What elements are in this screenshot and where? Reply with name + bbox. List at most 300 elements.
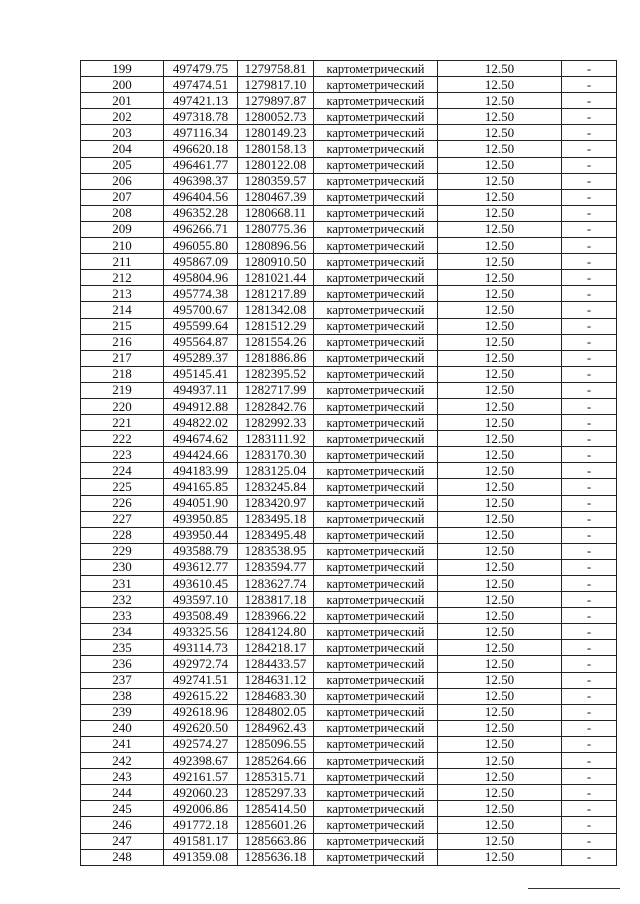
coord-y-cell: 1283170.30 bbox=[238, 447, 314, 463]
point-number-cell: 207 bbox=[81, 189, 164, 205]
coord-x-cell: 492161.57 bbox=[164, 769, 238, 785]
description-cell: - bbox=[562, 302, 617, 318]
coord-y-cell: 1284802.05 bbox=[238, 704, 314, 720]
method-cell: картометрический bbox=[314, 769, 438, 785]
coord-y-cell: 1285297.33 bbox=[238, 785, 314, 801]
precision-cell: 12.50 bbox=[438, 849, 562, 865]
coordinates-table bbox=[80, 60, 617, 866]
point-number-cell: 209 bbox=[81, 221, 164, 237]
coord-y-cell: 1284124.80 bbox=[238, 624, 314, 640]
coord-x-cell: 497479.75 bbox=[164, 61, 238, 77]
method-cell: картометрический bbox=[314, 447, 438, 463]
coord-x-cell: 492006.86 bbox=[164, 801, 238, 817]
coord-x-cell: 497116.34 bbox=[164, 125, 238, 141]
point-number-cell: 228 bbox=[81, 527, 164, 543]
coord-y-cell: 1285315.71 bbox=[238, 769, 314, 785]
point-number-cell: 233 bbox=[81, 608, 164, 624]
coord-y-cell: 1281886.86 bbox=[238, 350, 314, 366]
description-cell: - bbox=[562, 576, 617, 592]
method-cell: картометрический bbox=[314, 205, 438, 221]
table-row bbox=[81, 302, 617, 318]
coord-x-cell: 495700.67 bbox=[164, 302, 238, 318]
method-cell: картометрический bbox=[314, 785, 438, 801]
table-row bbox=[81, 93, 617, 109]
coord-y-cell: 1283125.04 bbox=[238, 463, 314, 479]
method-cell: картометрический bbox=[314, 624, 438, 640]
method-cell: картометрический bbox=[314, 672, 438, 688]
coord-x-cell: 492574.27 bbox=[164, 736, 238, 752]
coord-x-cell: 492615.22 bbox=[164, 688, 238, 704]
table-row bbox=[81, 559, 617, 575]
description-cell: - bbox=[562, 720, 617, 736]
method-cell: картометрический bbox=[314, 640, 438, 656]
method-cell: картометрический bbox=[314, 704, 438, 720]
coord-x-cell: 496620.18 bbox=[164, 141, 238, 157]
point-number-cell: 246 bbox=[81, 817, 164, 833]
table-row bbox=[81, 141, 617, 157]
point-number-cell: 234 bbox=[81, 624, 164, 640]
method-cell: картометрический bbox=[314, 93, 438, 109]
coord-x-cell: 496352.28 bbox=[164, 205, 238, 221]
point-number-cell: 210 bbox=[81, 238, 164, 254]
table-row bbox=[81, 238, 617, 254]
point-number-cell: 235 bbox=[81, 640, 164, 656]
point-number-cell: 218 bbox=[81, 366, 164, 382]
precision-cell: 12.50 bbox=[438, 817, 562, 833]
table-row bbox=[81, 254, 617, 270]
coord-x-cell: 497421.13 bbox=[164, 93, 238, 109]
description-cell: - bbox=[562, 624, 617, 640]
point-number-cell: 238 bbox=[81, 688, 164, 704]
method-cell: картометрический bbox=[314, 849, 438, 865]
coordinates-table-body bbox=[81, 61, 617, 866]
coord-y-cell: 1282842.76 bbox=[238, 398, 314, 414]
point-number-cell: 220 bbox=[81, 398, 164, 414]
coord-y-cell: 1280052.73 bbox=[238, 109, 314, 125]
point-number-cell: 229 bbox=[81, 543, 164, 559]
coord-y-cell: 1283966.22 bbox=[238, 608, 314, 624]
precision-cell: 12.50 bbox=[438, 688, 562, 704]
point-number-cell: 205 bbox=[81, 157, 164, 173]
precision-cell: 12.50 bbox=[438, 736, 562, 752]
point-number-cell: 225 bbox=[81, 479, 164, 495]
coord-x-cell: 493114.73 bbox=[164, 640, 238, 656]
method-cell: картометрический bbox=[314, 189, 438, 205]
point-number-cell: 241 bbox=[81, 736, 164, 752]
table-row bbox=[81, 431, 617, 447]
table-row bbox=[81, 366, 617, 382]
method-cell: картометрический bbox=[314, 157, 438, 173]
coord-x-cell: 492972.74 bbox=[164, 656, 238, 672]
precision-cell: 12.50 bbox=[438, 801, 562, 817]
point-number-cell: 226 bbox=[81, 495, 164, 511]
description-cell: - bbox=[562, 817, 617, 833]
coord-x-cell: 495867.09 bbox=[164, 254, 238, 270]
coord-x-cell: 493588.79 bbox=[164, 543, 238, 559]
description-cell: - bbox=[562, 801, 617, 817]
coord-x-cell: 496055.80 bbox=[164, 238, 238, 254]
point-number-cell: 203 bbox=[81, 125, 164, 141]
point-number-cell: 202 bbox=[81, 109, 164, 125]
point-number-cell: 214 bbox=[81, 302, 164, 318]
point-number-cell: 232 bbox=[81, 592, 164, 608]
table-row bbox=[81, 495, 617, 511]
precision-cell: 12.50 bbox=[438, 350, 562, 366]
point-number-cell: 219 bbox=[81, 382, 164, 398]
coord-x-cell: 493950.85 bbox=[164, 511, 238, 527]
coord-y-cell: 1281021.44 bbox=[238, 270, 314, 286]
precision-cell: 12.50 bbox=[438, 592, 562, 608]
table-row bbox=[81, 334, 617, 350]
description-cell: - bbox=[562, 238, 617, 254]
coord-x-cell: 494424.66 bbox=[164, 447, 238, 463]
coord-y-cell: 1282992.33 bbox=[238, 415, 314, 431]
coord-y-cell: 1285096.55 bbox=[238, 736, 314, 752]
description-cell: - bbox=[562, 543, 617, 559]
coord-y-cell: 1283420.97 bbox=[238, 495, 314, 511]
table-row bbox=[81, 753, 617, 769]
coord-x-cell: 493597.10 bbox=[164, 592, 238, 608]
description-cell: - bbox=[562, 511, 617, 527]
description-cell: - bbox=[562, 640, 617, 656]
description-cell: - bbox=[562, 608, 617, 624]
coord-y-cell: 1283594.77 bbox=[238, 559, 314, 575]
coord-y-cell: 1284962.43 bbox=[238, 720, 314, 736]
precision-cell: 12.50 bbox=[438, 221, 562, 237]
precision-cell: 12.50 bbox=[438, 270, 562, 286]
table-row bbox=[81, 270, 617, 286]
table-row bbox=[81, 398, 617, 414]
description-cell: - bbox=[562, 833, 617, 849]
coord-y-cell: 1280359.57 bbox=[238, 173, 314, 189]
method-cell: картометрический bbox=[314, 479, 438, 495]
precision-cell: 12.50 bbox=[438, 109, 562, 125]
description-cell: - bbox=[562, 463, 617, 479]
precision-cell: 12.50 bbox=[438, 318, 562, 334]
description-cell: - bbox=[562, 318, 617, 334]
description-cell: - bbox=[562, 398, 617, 414]
coord-y-cell: 1280467.39 bbox=[238, 189, 314, 205]
method-cell: картометрический bbox=[314, 398, 438, 414]
precision-cell: 12.50 bbox=[438, 415, 562, 431]
method-cell: картометрический bbox=[314, 318, 438, 334]
coord-y-cell: 1283495.48 bbox=[238, 527, 314, 543]
method-cell: картометрический bbox=[314, 238, 438, 254]
table-row bbox=[81, 125, 617, 141]
point-number-cell: 206 bbox=[81, 173, 164, 189]
coord-y-cell: 1282717.99 bbox=[238, 382, 314, 398]
point-number-cell: 215 bbox=[81, 318, 164, 334]
description-cell: - bbox=[562, 736, 617, 752]
coord-x-cell: 494051.90 bbox=[164, 495, 238, 511]
description-cell: - bbox=[562, 141, 617, 157]
coord-y-cell: 1280122.08 bbox=[238, 157, 314, 173]
table-row bbox=[81, 736, 617, 752]
precision-cell: 12.50 bbox=[438, 672, 562, 688]
point-number-cell: 242 bbox=[81, 753, 164, 769]
coord-x-cell: 496266.71 bbox=[164, 221, 238, 237]
table-row bbox=[81, 576, 617, 592]
method-cell: картометрический bbox=[314, 366, 438, 382]
description-cell: - bbox=[562, 157, 617, 173]
table-row bbox=[81, 447, 617, 463]
point-number-cell: 230 bbox=[81, 559, 164, 575]
precision-cell: 12.50 bbox=[438, 77, 562, 93]
coord-y-cell: 1285264.66 bbox=[238, 753, 314, 769]
precision-cell: 12.50 bbox=[438, 527, 562, 543]
description-cell: - bbox=[562, 415, 617, 431]
table-row bbox=[81, 318, 617, 334]
precision-cell: 12.50 bbox=[438, 254, 562, 270]
coord-y-cell: 1280896.56 bbox=[238, 238, 314, 254]
coord-y-cell: 1282395.52 bbox=[238, 366, 314, 382]
coord-y-cell: 1283111.92 bbox=[238, 431, 314, 447]
precision-cell: 12.50 bbox=[438, 398, 562, 414]
description-cell: - bbox=[562, 61, 617, 77]
coord-x-cell: 496404.56 bbox=[164, 189, 238, 205]
coord-x-cell: 495564.87 bbox=[164, 334, 238, 350]
method-cell: картометрический bbox=[314, 592, 438, 608]
precision-cell: 12.50 bbox=[438, 769, 562, 785]
table-row bbox=[81, 801, 617, 817]
coord-x-cell: 494822.02 bbox=[164, 415, 238, 431]
description-cell: - bbox=[562, 753, 617, 769]
point-number-cell: 247 bbox=[81, 833, 164, 849]
table-row bbox=[81, 608, 617, 624]
coord-x-cell: 494674.62 bbox=[164, 431, 238, 447]
description-cell: - bbox=[562, 527, 617, 543]
table-row bbox=[81, 350, 617, 366]
precision-cell: 12.50 bbox=[438, 157, 562, 173]
point-number-cell: 243 bbox=[81, 769, 164, 785]
precision-cell: 12.50 bbox=[438, 495, 562, 511]
table-row bbox=[81, 720, 617, 736]
precision-cell: 12.50 bbox=[438, 511, 562, 527]
point-number-cell: 244 bbox=[81, 785, 164, 801]
coord-y-cell: 1280668.11 bbox=[238, 205, 314, 221]
precision-cell: 12.50 bbox=[438, 576, 562, 592]
coord-y-cell: 1283495.18 bbox=[238, 511, 314, 527]
coord-y-cell: 1284683.30 bbox=[238, 688, 314, 704]
coord-x-cell: 496398.37 bbox=[164, 173, 238, 189]
point-number-cell: 211 bbox=[81, 254, 164, 270]
method-cell: картометрический bbox=[314, 221, 438, 237]
coord-x-cell: 493508.49 bbox=[164, 608, 238, 624]
table-row bbox=[81, 833, 617, 849]
description-cell: - bbox=[562, 656, 617, 672]
table-row bbox=[81, 527, 617, 543]
table-row bbox=[81, 286, 617, 302]
description-cell: - bbox=[562, 704, 617, 720]
method-cell: картометрический bbox=[314, 801, 438, 817]
description-cell: - bbox=[562, 495, 617, 511]
method-cell: картометрический bbox=[314, 61, 438, 77]
coord-x-cell: 492741.51 bbox=[164, 672, 238, 688]
precision-cell: 12.50 bbox=[438, 205, 562, 221]
point-number-cell: 237 bbox=[81, 672, 164, 688]
table-row bbox=[81, 61, 617, 77]
point-number-cell: 204 bbox=[81, 141, 164, 157]
precision-cell: 12.50 bbox=[438, 141, 562, 157]
coord-y-cell: 1283538.95 bbox=[238, 543, 314, 559]
description-cell: - bbox=[562, 93, 617, 109]
precision-cell: 12.50 bbox=[438, 238, 562, 254]
description-cell: - bbox=[562, 672, 617, 688]
description-cell: - bbox=[562, 447, 617, 463]
point-number-cell: 216 bbox=[81, 334, 164, 350]
precision-cell: 12.50 bbox=[438, 366, 562, 382]
method-cell: картометрический bbox=[314, 736, 438, 752]
coord-x-cell: 493610.45 bbox=[164, 576, 238, 592]
coordinates-table-container bbox=[80, 60, 616, 866]
coord-x-cell: 492060.23 bbox=[164, 785, 238, 801]
table-row bbox=[81, 785, 617, 801]
description-cell: - bbox=[562, 688, 617, 704]
method-cell: картометрический bbox=[314, 270, 438, 286]
point-number-cell: 222 bbox=[81, 431, 164, 447]
table-row bbox=[81, 672, 617, 688]
description-cell: - bbox=[562, 286, 617, 302]
table-row bbox=[81, 77, 617, 93]
coord-y-cell: 1284218.17 bbox=[238, 640, 314, 656]
table-row bbox=[81, 189, 617, 205]
coord-y-cell: 1281512.29 bbox=[238, 318, 314, 334]
coord-y-cell: 1284433.57 bbox=[238, 656, 314, 672]
coord-x-cell: 495289.37 bbox=[164, 350, 238, 366]
coord-y-cell: 1279817.10 bbox=[238, 77, 314, 93]
description-cell: - bbox=[562, 77, 617, 93]
coord-y-cell: 1284631.12 bbox=[238, 672, 314, 688]
precision-cell: 12.50 bbox=[438, 463, 562, 479]
description-cell: - bbox=[562, 592, 617, 608]
point-number-cell: 221 bbox=[81, 415, 164, 431]
table-row bbox=[81, 511, 617, 527]
point-number-cell: 227 bbox=[81, 511, 164, 527]
coord-x-cell: 493950.44 bbox=[164, 527, 238, 543]
table-row bbox=[81, 479, 617, 495]
table-row bbox=[81, 688, 617, 704]
method-cell: картометрический bbox=[314, 656, 438, 672]
table-row bbox=[81, 817, 617, 833]
precision-cell: 12.50 bbox=[438, 447, 562, 463]
point-number-cell: 248 bbox=[81, 849, 164, 865]
point-number-cell: 223 bbox=[81, 447, 164, 463]
precision-cell: 12.50 bbox=[438, 431, 562, 447]
description-cell: - bbox=[562, 785, 617, 801]
coord-x-cell: 497474.51 bbox=[164, 77, 238, 93]
method-cell: картометрический bbox=[314, 817, 438, 833]
method-cell: картометрический bbox=[314, 109, 438, 125]
precision-cell: 12.50 bbox=[438, 173, 562, 189]
precision-cell: 12.50 bbox=[438, 302, 562, 318]
description-cell: - bbox=[562, 270, 617, 286]
method-cell: картометрический bbox=[314, 559, 438, 575]
point-number-cell: 239 bbox=[81, 704, 164, 720]
description-cell: - bbox=[562, 366, 617, 382]
point-number-cell: 212 bbox=[81, 270, 164, 286]
coord-y-cell: 1285663.86 bbox=[238, 833, 314, 849]
coord-x-cell: 494165.85 bbox=[164, 479, 238, 495]
coord-y-cell: 1283817.18 bbox=[238, 592, 314, 608]
coord-x-cell: 497318.78 bbox=[164, 109, 238, 125]
precision-cell: 12.50 bbox=[438, 334, 562, 350]
coord-y-cell: 1279758.81 bbox=[238, 61, 314, 77]
description-cell: - bbox=[562, 849, 617, 865]
point-number-cell: 224 bbox=[81, 463, 164, 479]
point-number-cell: 208 bbox=[81, 205, 164, 221]
description-cell: - bbox=[562, 205, 617, 221]
description-cell: - bbox=[562, 350, 617, 366]
coord-y-cell: 1283245.84 bbox=[238, 479, 314, 495]
description-cell: - bbox=[562, 189, 617, 205]
coord-y-cell: 1280910.50 bbox=[238, 254, 314, 270]
table-row bbox=[81, 109, 617, 125]
table-row bbox=[81, 656, 617, 672]
method-cell: картометрический bbox=[314, 720, 438, 736]
coord-x-cell: 492620.50 bbox=[164, 720, 238, 736]
precision-cell: 12.50 bbox=[438, 753, 562, 769]
table-row bbox=[81, 205, 617, 221]
coord-y-cell: 1280158.13 bbox=[238, 141, 314, 157]
table-row bbox=[81, 769, 617, 785]
coord-x-cell: 491359.08 bbox=[164, 849, 238, 865]
description-cell: - bbox=[562, 125, 617, 141]
description-cell: - bbox=[562, 769, 617, 785]
table-row bbox=[81, 173, 617, 189]
precision-cell: 12.50 bbox=[438, 656, 562, 672]
table-row bbox=[81, 592, 617, 608]
precision-cell: 12.50 bbox=[438, 720, 562, 736]
method-cell: картометрический bbox=[314, 511, 438, 527]
coord-x-cell: 494912.88 bbox=[164, 398, 238, 414]
coord-y-cell: 1280149.23 bbox=[238, 125, 314, 141]
coord-y-cell: 1285601.26 bbox=[238, 817, 314, 833]
precision-cell: 12.50 bbox=[438, 286, 562, 302]
description-cell: - bbox=[562, 479, 617, 495]
method-cell: картометрический bbox=[314, 576, 438, 592]
table-row bbox=[81, 382, 617, 398]
table-row bbox=[81, 849, 617, 865]
description-cell: - bbox=[562, 559, 617, 575]
coord-y-cell: 1280775.36 bbox=[238, 221, 314, 237]
method-cell: картометрический bbox=[314, 334, 438, 350]
coord-y-cell: 1285636.18 bbox=[238, 849, 314, 865]
coord-y-cell: 1285414.50 bbox=[238, 801, 314, 817]
table-row bbox=[81, 704, 617, 720]
method-cell: картометрический bbox=[314, 463, 438, 479]
point-number-cell: 231 bbox=[81, 576, 164, 592]
method-cell: картометрический bbox=[314, 125, 438, 141]
point-number-cell: 199 bbox=[81, 61, 164, 77]
precision-cell: 12.50 bbox=[438, 382, 562, 398]
precision-cell: 12.50 bbox=[438, 833, 562, 849]
coord-x-cell: 495145.41 bbox=[164, 366, 238, 382]
point-number-cell: 236 bbox=[81, 656, 164, 672]
method-cell: картометрический bbox=[314, 77, 438, 93]
coord-x-cell: 494183.99 bbox=[164, 463, 238, 479]
method-cell: картометрический bbox=[314, 141, 438, 157]
coord-y-cell: 1283627.74 bbox=[238, 576, 314, 592]
precision-cell: 12.50 bbox=[438, 559, 562, 575]
coord-x-cell: 492618.96 bbox=[164, 704, 238, 720]
coord-x-cell: 491772.18 bbox=[164, 817, 238, 833]
method-cell: картометрический bbox=[314, 415, 438, 431]
coord-x-cell: 492398.67 bbox=[164, 753, 238, 769]
point-number-cell: 201 bbox=[81, 93, 164, 109]
method-cell: картометрический bbox=[314, 608, 438, 624]
footer-divider-line bbox=[528, 888, 620, 889]
precision-cell: 12.50 bbox=[438, 640, 562, 656]
